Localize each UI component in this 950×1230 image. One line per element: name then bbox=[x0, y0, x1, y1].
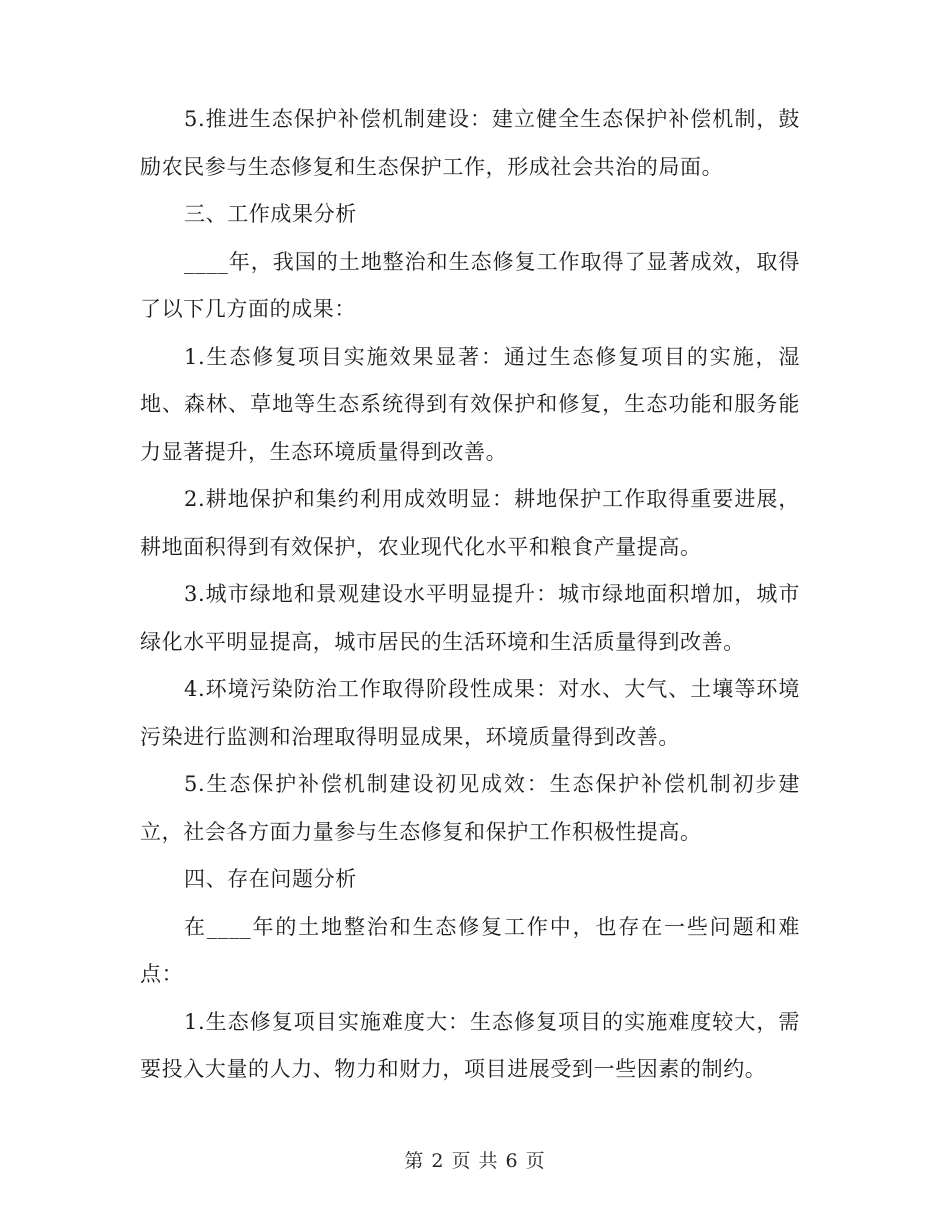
paragraph-problem-1: 1.生态修复项目实施难度大：生态修复项目的实施难度较大，需要投入大量的人力、物力和财力，项目进展受到一些因素的制约。 bbox=[140, 1009, 800, 1081]
paragraph-result-5: 5.生态保护补偿机制建设初见成效：生态保护补偿机制初步建立，社会各方面力量参与生态修复和保护工作积极性提高。 bbox=[140, 772, 800, 844]
section-heading-results: 三、工作成果分析 bbox=[184, 202, 357, 226]
section-heading-problems: 四、存在问题分析 bbox=[184, 867, 357, 891]
document-body bbox=[140, 96, 800, 1094]
paragraph-result-3: 3.城市绿地和景观建设水平明显提升：城市绿地面积增加，城市绿化水平明显提高，城市居民的生活环境和生活质量得到改善。 bbox=[140, 582, 800, 654]
paragraph-result-2: 2.耕地保护和集约利用成效明显：耕地保护工作取得重要进展，耕地面积得到有效保护，农业现代化水平和粮食产量提高。 bbox=[140, 487, 800, 559]
paragraph-item-5-compensation-mechanism: 5.推进生态保护补偿机制建设：建立健全生态保护补偿机制，鼓励农民参与生态修复和生态保护工作，形成社会共治的局面。 bbox=[140, 107, 800, 179]
paragraph-results-intro: ____年，我国的土地整治和生态修复工作取得了显著成效，取得了以下几方面的成果： bbox=[140, 249, 800, 321]
page-number-footer: 第 2 页 共 6 页 bbox=[404, 1150, 546, 1172]
paragraph-result-1: 1.生态修复项目实施效果显著：通过生态修复项目的实施，湿地、森林、草地等生态系统得到有效保护和修复，生态功能和服务能力显著提升，生态环境质量得到改善。 bbox=[140, 344, 800, 464]
paragraph-problems-intro: 在____年的土地整治和生态修复工作中，也存在一些问题和难点： bbox=[140, 914, 800, 986]
paragraph-result-4: 4.环境污染防治工作取得阶段性成果：对水、大气、土壤等环境污染进行监测和治理取得明显成果，环境质量得到改善。 bbox=[140, 677, 800, 749]
